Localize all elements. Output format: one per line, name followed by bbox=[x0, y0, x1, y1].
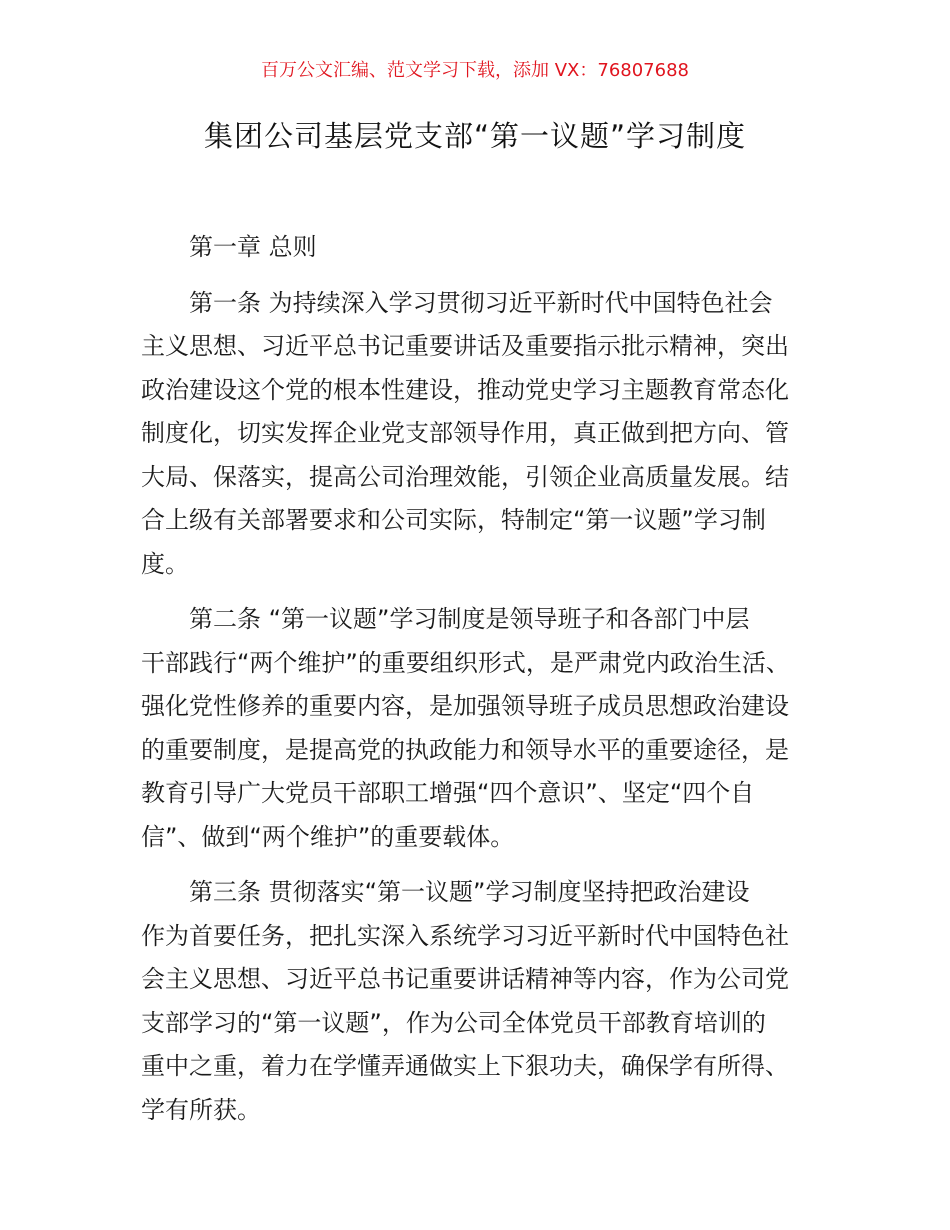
article-line: 大局、保落实，提高公司治理效能，引领企业高质量发展。结 bbox=[141, 462, 789, 491]
article-line: 学有所获。 bbox=[141, 1095, 261, 1124]
article-line: 作为首要任务，把扎实深入系统学习习近平新时代中国特色社 bbox=[141, 921, 789, 950]
article-3 bbox=[141, 871, 841, 1132]
chapter-heading: 第一章 总则 bbox=[189, 233, 317, 261]
article-line: 合上级有关部署要求和公司实际，特制定“第一议题”学习制 bbox=[141, 506, 766, 534]
paragraph-spacer bbox=[141, 586, 841, 598]
article-line: 支部学习的“第一议题”，作为公司全体党员干部教育培训的 bbox=[141, 1008, 766, 1037]
article-line: 政治建设这个党的根本性建设，推动党史学习主题教育常态化 bbox=[141, 375, 789, 404]
article-1 bbox=[141, 282, 841, 587]
article-line: 第一条 为持续深入学习贯彻习近平新时代中国特色社会 bbox=[189, 288, 773, 317]
article-line: 第二条 “第一议题”学习制度是领导班子和各部门中层 bbox=[189, 605, 750, 633]
paragraph-spacer bbox=[141, 859, 841, 871]
article-line: 干部践行“两个维护”的重要组织形式，是严肃党内政治生活、 bbox=[141, 648, 790, 677]
article-line: 主义思想、习近平总书记重要讲话及重要指示批示精神，突出 bbox=[141, 332, 789, 360]
document-title: 集团公司基层党支部“第一议题”学习制度 bbox=[203, 119, 747, 153]
article-line: 重中之重，着力在学懂弄通做实上下狠功夫，确保学有所得、 bbox=[141, 1052, 789, 1080]
article-line: 会主义思想、习近平总书记重要讲话精神等内容，作为公司党 bbox=[141, 965, 789, 993]
article-line: 教育引导广大党员干部职工增强“四个意识”、坚定“四个自 bbox=[141, 779, 755, 807]
article-2 bbox=[141, 598, 841, 859]
document-body bbox=[141, 226, 841, 1132]
article-line: 信”、做到“两个维护”的重要载体。 bbox=[141, 822, 515, 851]
article-line: 制度化，切实发挥企业党支部领导作用，真正做到把方向、管 bbox=[141, 419, 789, 447]
article-line: 强化党性修养的重要内容，是加强领导班子成员思想政治建设 bbox=[141, 692, 789, 720]
article-line: 度。 bbox=[141, 549, 189, 578]
paragraph-spacer bbox=[141, 270, 841, 282]
article-line: 第三条 贯彻落实“第一议题”学习制度坚持把政治建设 bbox=[189, 878, 750, 906]
watermark-header: 百万公文汇编、范文学习下载，添加 VX：76807688 bbox=[261, 60, 689, 81]
article-line: 的重要制度，是提高党的执政能力和领导水平的重要途径，是 bbox=[141, 735, 789, 764]
